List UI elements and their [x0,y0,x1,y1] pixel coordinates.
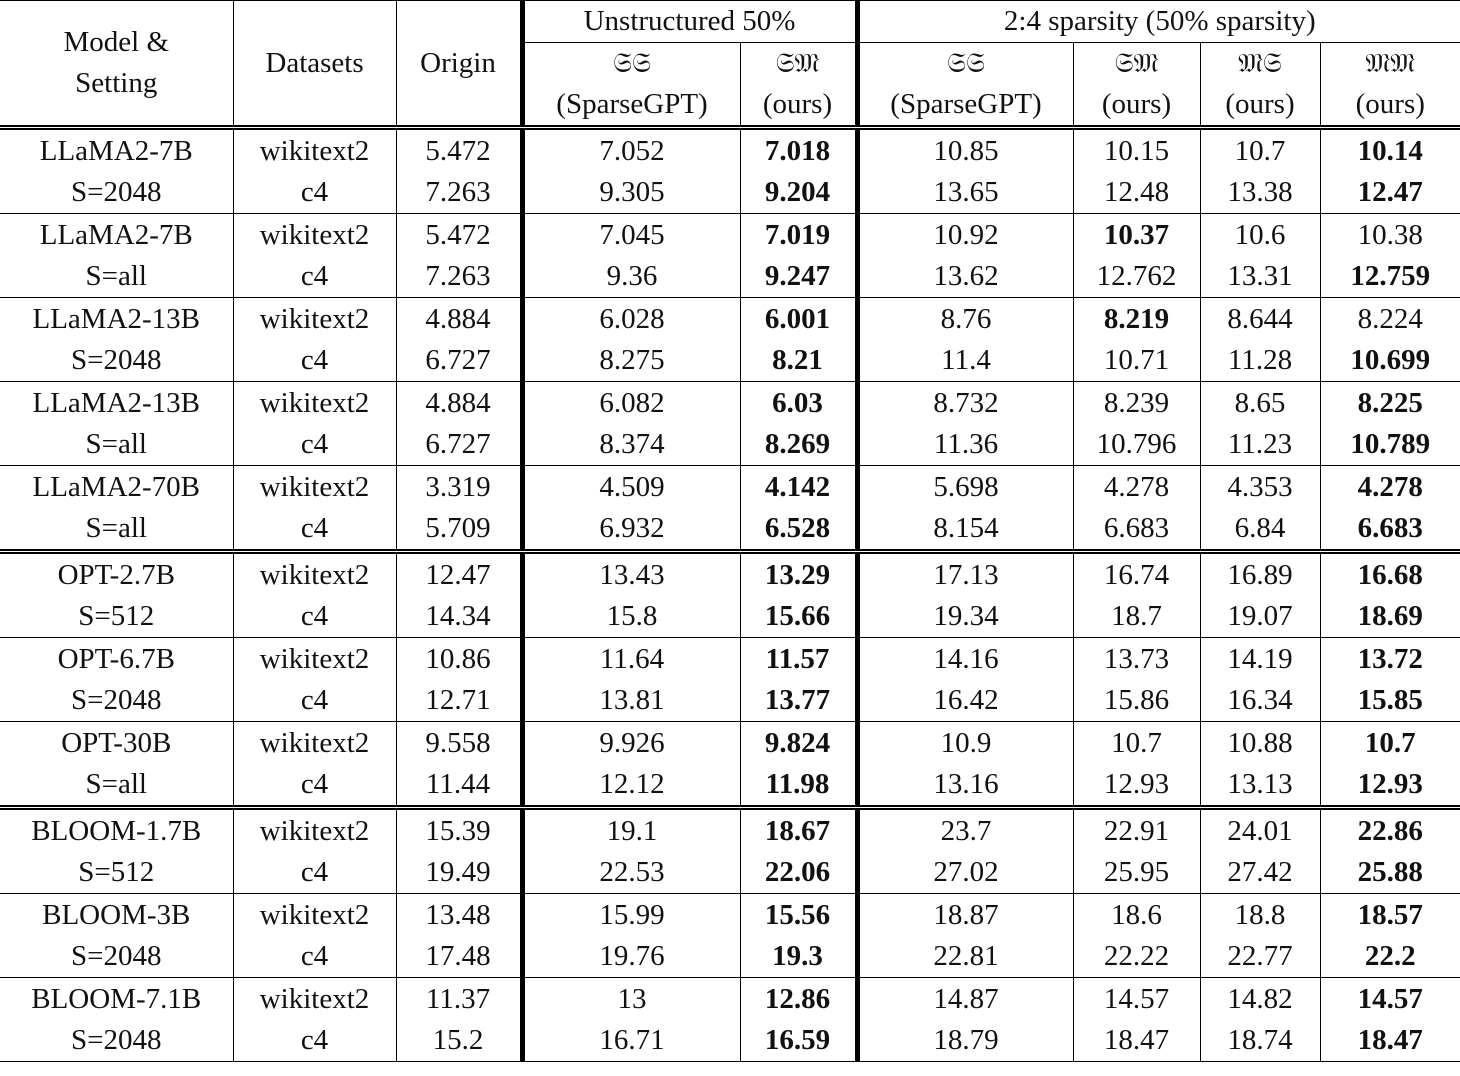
method-symbol: 𝔐𝔖 [1238,48,1282,79]
value-cell: 12.93 [1073,764,1200,808]
value-cell: 10.796 [1073,424,1200,466]
model-name: OPT-6.7B [57,642,175,675]
model-setting: S=all [0,424,233,466]
value-cell: 13.16 [857,764,1073,808]
method-note: (ours) [1101,88,1172,120]
value-cell: 27.42 [1200,852,1320,894]
value-cell: 11.28 [1200,340,1320,382]
table-row [0,638,1460,681]
dataset-name: wikitext2 [233,214,396,257]
method-note: (SparseGPT) [556,88,708,120]
table-row [0,596,1460,638]
value-cell: 22.77 [1200,936,1320,978]
table-row [0,424,1460,466]
dataset-name: c4 [233,172,396,214]
header-method-0 [522,43,740,128]
value-cell: 22.06 [740,852,857,894]
table-row [0,256,1460,298]
value-cell: 16.42 [857,680,1073,722]
header-semi-structured: 2:4 sparsity (50% sparsity) [857,1,1460,43]
model-setting: S=2048 [0,172,233,214]
model-name: LLaMA2-7B [39,218,193,251]
value-cell: 8.219 [1073,298,1200,341]
value-cell: 6.727 [396,340,522,382]
value-cell: 7.263 [396,256,522,298]
value-cell: 15.66 [740,596,857,638]
value-cell: 11.64 [522,638,740,681]
value-cell: 13.73 [1073,638,1200,681]
value-cell: 18.47 [1073,1020,1200,1062]
model-name: OPT-30B [61,726,172,759]
value-cell: 12.47 [396,552,522,597]
value-cell: 22.22 [1073,936,1200,978]
value-cell: 14.57 [1320,978,1460,1021]
header-method-4 [1200,43,1320,128]
value-cell: 7.052 [522,128,740,173]
dataset-name: wikitext2 [233,552,396,597]
value-cell: 9.247 [740,256,857,298]
value-cell: 5.709 [396,508,522,552]
value-cell: 10.37 [1073,214,1200,257]
value-cell: 12.47 [1320,172,1460,214]
value-cell: 10.88 [1200,722,1320,765]
model-name: BLOOM-1.7B [31,814,202,847]
model-name: BLOOM-3B [42,898,191,931]
value-cell: 10.15 [1073,128,1200,173]
value-cell: 5.698 [857,466,1073,509]
value-cell: 22.86 [1320,808,1460,853]
value-cell: 6.028 [522,298,740,341]
value-cell: 16.71 [522,1020,740,1062]
value-cell: 6.528 [740,508,857,552]
dataset-name: wikitext2 [233,466,396,509]
value-cell: 19.76 [522,936,740,978]
value-cell: 13.62 [857,256,1073,298]
value-cell: 13.81 [522,680,740,722]
value-cell: 13.43 [522,552,740,597]
value-cell: 10.7 [1320,722,1460,765]
value-cell: 6.683 [1073,508,1200,552]
value-cell: 10.92 [857,214,1073,257]
method-symbol: 𝔖𝔖 [613,48,651,79]
table-row [0,978,1460,1021]
value-cell: 23.7 [857,808,1073,853]
value-cell: 4.278 [1320,466,1460,509]
value-cell: 7.018 [740,128,857,173]
table-row [0,466,1460,509]
table-row [0,894,1460,937]
model-setting: S=512 [0,596,233,638]
value-cell: 10.38 [1320,214,1460,257]
value-cell: 7.019 [740,214,857,257]
value-cell: 13.65 [857,172,1073,214]
model-setting: S=all [0,508,233,552]
value-cell: 10.6 [1200,214,1320,257]
value-cell: 11.4 [857,340,1073,382]
value-cell: 15.56 [740,894,857,937]
value-cell: 16.89 [1200,552,1320,597]
value-cell: 10.86 [396,638,522,681]
value-cell: 12.48 [1073,172,1200,214]
model-setting: S=2048 [0,1020,233,1062]
value-cell: 13.31 [1200,256,1320,298]
header-model-setting: Model & Setting [0,1,233,128]
value-cell: 18.79 [857,1020,1073,1062]
value-cell: 22.2 [1320,936,1460,978]
value-cell: 12.762 [1073,256,1200,298]
value-cell: 6.082 [522,382,740,425]
method-note: (SparseGPT) [890,88,1042,120]
value-cell: 12.93 [1320,764,1460,808]
value-cell: 8.269 [740,424,857,466]
value-cell: 11.36 [857,424,1073,466]
method-note: (ours) [1225,88,1295,120]
value-cell: 22.53 [522,852,740,894]
value-cell: 25.95 [1073,852,1200,894]
value-cell: 19.34 [857,596,1073,638]
value-cell: 8.65 [1200,382,1320,425]
value-cell: 14.82 [1200,978,1320,1021]
value-cell: 9.926 [522,722,740,765]
value-cell: 8.76 [857,298,1073,341]
value-cell: 16.74 [1073,552,1200,597]
header-method-3 [1073,43,1200,128]
value-cell: 10.7 [1073,722,1200,765]
value-cell: 14.57 [1073,978,1200,1021]
dataset-name: c4 [233,936,396,978]
header-datasets: Datasets [233,1,396,128]
value-cell: 8.732 [857,382,1073,425]
dataset-name: c4 [233,852,396,894]
method-note: (ours) [1355,88,1425,120]
table-row [0,552,1460,597]
value-cell: 16.68 [1320,552,1460,597]
dataset-name: c4 [233,508,396,552]
model-setting: S=2048 [0,340,233,382]
value-cell: 16.59 [740,1020,857,1062]
table-row [0,298,1460,341]
dataset-name: wikitext2 [233,722,396,765]
value-cell: 13.29 [740,552,857,597]
value-cell: 18.47 [1320,1020,1460,1062]
value-cell: 8.275 [522,340,740,382]
value-cell: 25.88 [1320,852,1460,894]
value-cell: 10.9 [857,722,1073,765]
value-cell: 19.49 [396,852,522,894]
model-name: BLOOM-7.1B [31,982,202,1015]
value-cell: 17.48 [396,936,522,978]
value-cell: 19.3 [740,936,857,978]
value-cell: 12.71 [396,680,522,722]
value-cell: 9.204 [740,172,857,214]
dataset-name: wikitext2 [233,298,396,341]
value-cell: 15.2 [396,1020,522,1062]
table-row [0,1020,1460,1062]
value-cell: 15.86 [1073,680,1200,722]
value-cell: 11.57 [740,638,857,681]
method-symbol: 𝔖𝔐 [775,48,820,79]
table-row [0,764,1460,808]
value-cell: 13.72 [1320,638,1460,681]
table-row [0,382,1460,425]
model-setting: S=2048 [0,936,233,978]
value-cell: 6.932 [522,508,740,552]
value-cell: 6.683 [1320,508,1460,552]
value-cell: 9.36 [522,256,740,298]
value-cell: 18.7 [1073,596,1200,638]
value-cell: 4.509 [522,466,740,509]
model-setting: S=512 [0,852,233,894]
value-cell: 7.263 [396,172,522,214]
header-origin: Origin [396,1,522,128]
table-row [0,340,1460,382]
value-cell: 10.699 [1320,340,1460,382]
model-setting: S=all [0,764,233,808]
value-cell: 6.84 [1200,508,1320,552]
value-cell: 12.759 [1320,256,1460,298]
value-cell: 16.34 [1200,680,1320,722]
value-cell: 8.224 [1320,298,1460,341]
value-cell: 11.44 [396,764,522,808]
value-cell: 8.644 [1200,298,1320,341]
value-cell: 9.558 [396,722,522,765]
value-cell: 9.305 [522,172,740,214]
value-cell: 13 [522,978,740,1021]
value-cell: 18.57 [1320,894,1460,937]
value-cell: 18.74 [1200,1020,1320,1062]
dataset-name: c4 [233,424,396,466]
table-row [0,680,1460,722]
dataset-name: c4 [233,340,396,382]
table-row [0,808,1460,853]
model-name: LLaMA2-13B [32,386,201,419]
method-symbol: 𝔖𝔖 [947,48,985,79]
table-row [0,128,1460,173]
dataset-name: wikitext2 [233,638,396,681]
value-cell: 10.789 [1320,424,1460,466]
value-cell: 15.85 [1320,680,1460,722]
dataset-name: c4 [233,256,396,298]
value-cell: 9.824 [740,722,857,765]
value-cell: 17.13 [857,552,1073,597]
value-cell: 11.23 [1200,424,1320,466]
model-setting: S=2048 [0,680,233,722]
value-cell: 8.21 [740,340,857,382]
value-cell: 24.01 [1200,808,1320,853]
dataset-name: c4 [233,596,396,638]
table-row [0,172,1460,214]
value-cell: 4.884 [396,298,522,341]
value-cell: 19.07 [1200,596,1320,638]
dataset-name: wikitext2 [233,808,396,853]
method-symbol: 𝔖𝔐 [1114,48,1159,79]
value-cell: 18.69 [1320,596,1460,638]
method-note: (ours) [762,88,833,120]
table-row [0,722,1460,765]
model-name: OPT-2.7B [57,558,175,591]
value-cell: 5.472 [396,214,522,257]
value-cell: 6.001 [740,298,857,341]
table-row [0,936,1460,978]
value-cell: 8.374 [522,424,740,466]
value-cell: 15.8 [522,596,740,638]
method-symbol: 𝔐𝔐 [1365,48,1416,79]
header-method-2 [857,43,1073,128]
value-cell: 8.225 [1320,382,1460,425]
dataset-name: wikitext2 [233,382,396,425]
value-cell: 18.6 [1073,894,1200,937]
dataset-name: c4 [233,764,396,808]
value-cell: 8.154 [857,508,1073,552]
model-name: LLaMA2-13B [32,302,201,335]
value-cell: 10.7 [1200,128,1320,173]
value-cell: 3.319 [396,466,522,509]
model-name: LLaMA2-70B [32,470,201,503]
value-cell: 4.278 [1073,466,1200,509]
value-cell: 22.81 [857,936,1073,978]
table-row [0,508,1460,552]
value-cell: 18.8 [1200,894,1320,937]
model-setting: S=all [0,256,233,298]
value-cell: 6.727 [396,424,522,466]
value-cell: 18.87 [857,894,1073,937]
value-cell: 12.86 [740,978,857,1021]
value-cell: 15.39 [396,808,522,853]
value-cell: 10.71 [1073,340,1200,382]
value-cell: 11.98 [740,764,857,808]
value-cell: 18.67 [740,808,857,853]
value-cell: 10.14 [1320,128,1460,173]
value-cell: 5.472 [396,128,522,173]
value-cell: 13.48 [396,894,522,937]
value-cell: 12.12 [522,764,740,808]
value-cell: 19.1 [522,808,740,853]
header-unstructured: Unstructured 50% [522,1,857,43]
model-name: LLaMA2-7B [39,134,193,167]
value-cell: 14.87 [857,978,1073,1021]
value-cell: 7.045 [522,214,740,257]
value-cell: 13.13 [1200,764,1320,808]
dataset-name: c4 [233,1020,396,1062]
dataset-name: wikitext2 [233,978,396,1021]
dataset-name: wikitext2 [233,894,396,937]
value-cell: 13.38 [1200,172,1320,214]
value-cell: 13.77 [740,680,857,722]
header-method-5 [1320,43,1460,128]
value-cell: 8.239 [1073,382,1200,425]
value-cell: 4.142 [740,466,857,509]
dataset-name: wikitext2 [233,128,396,173]
value-cell: 4.353 [1200,466,1320,509]
value-cell: 11.37 [396,978,522,1021]
header-method-1 [740,43,857,128]
value-cell: 10.85 [857,128,1073,173]
value-cell: 4.884 [396,382,522,425]
dataset-name: c4 [233,680,396,722]
value-cell: 14.16 [857,638,1073,681]
value-cell: 14.19 [1200,638,1320,681]
table-row [0,214,1460,257]
value-cell: 22.91 [1073,808,1200,853]
value-cell: 27.02 [857,852,1073,894]
value-cell: 6.03 [740,382,857,425]
table-row [0,852,1460,894]
value-cell: 14.34 [396,596,522,638]
value-cell: 15.99 [522,894,740,937]
